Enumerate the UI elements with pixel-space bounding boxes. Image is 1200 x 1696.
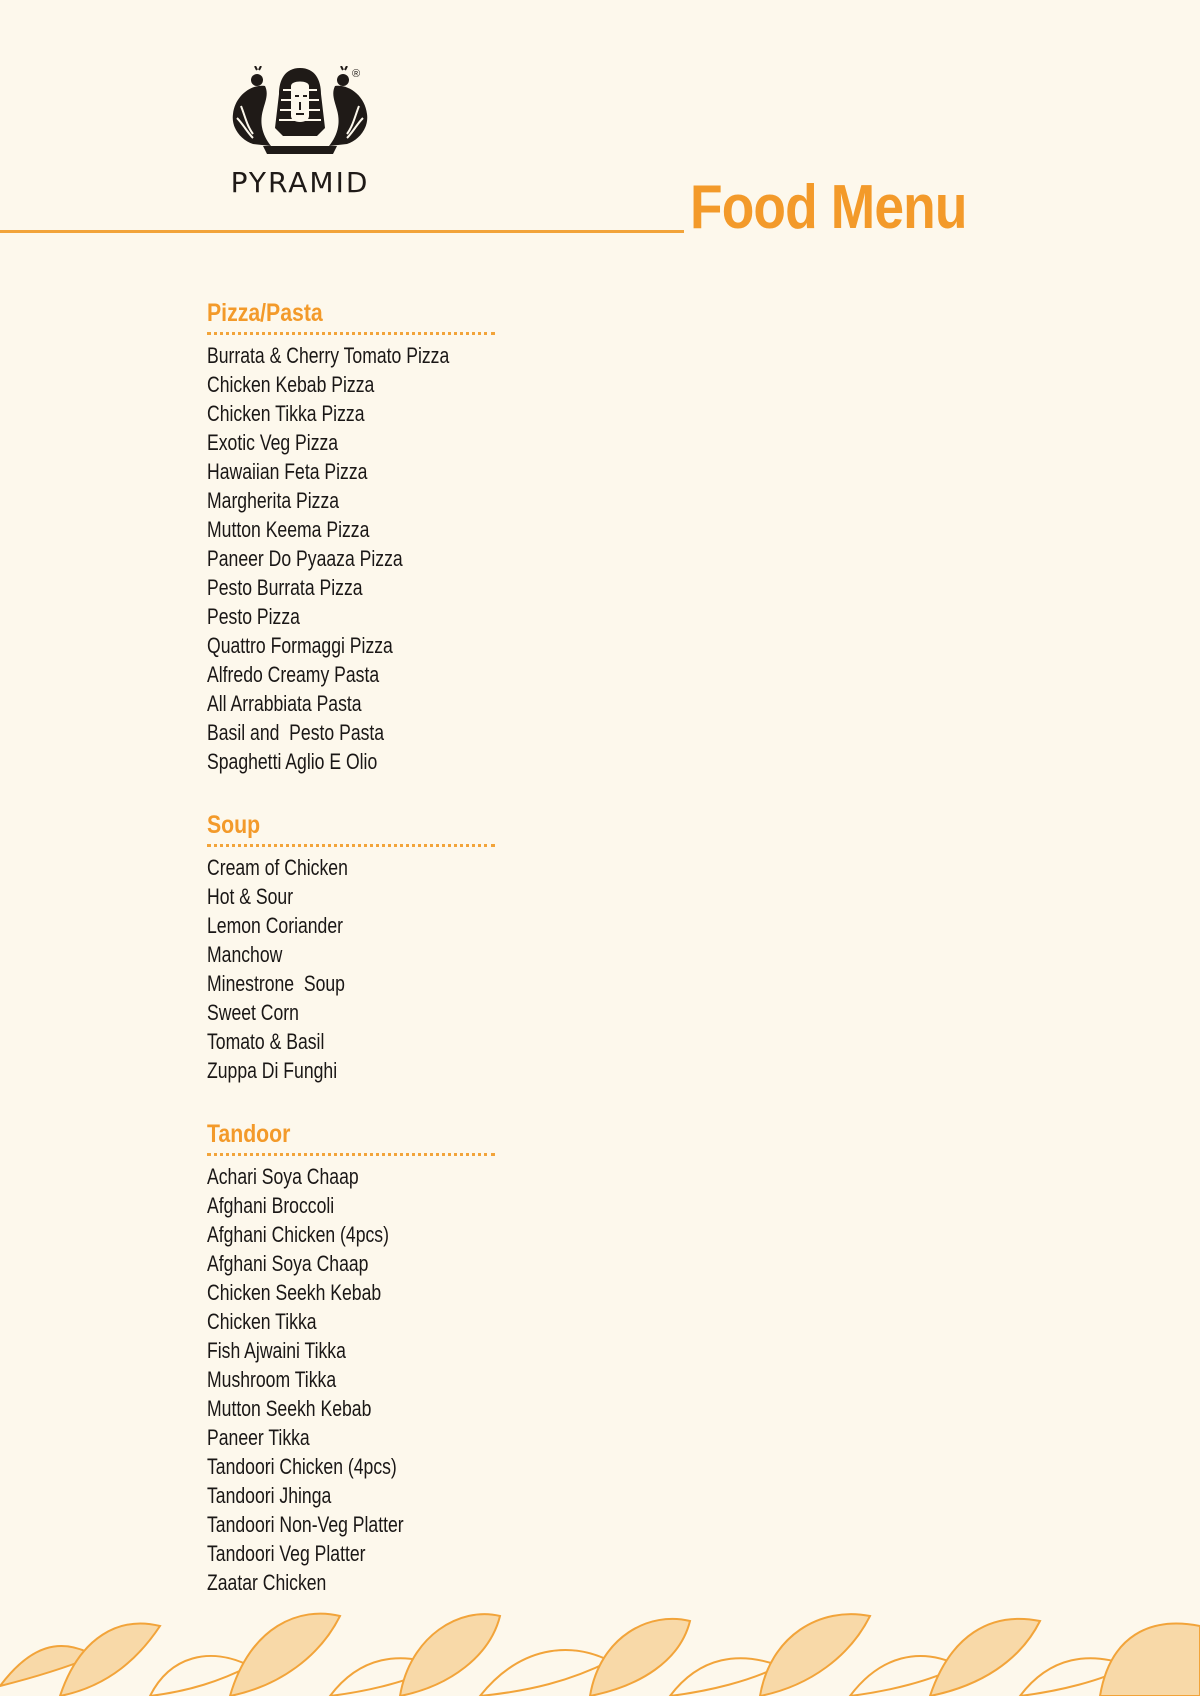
menu-item: Fish Ajwaini Tikka — [207, 1338, 346, 1363]
menu-item: Chicken Seekh Kebab — [207, 1280, 382, 1305]
section-heading: Soup — [207, 811, 261, 839]
menu-item: Mutton Seekh Kebab — [207, 1396, 372, 1421]
section-heading: Pizza/Pasta — [207, 299, 323, 327]
menu-item: Tandoori Jhinga — [207, 1483, 332, 1508]
menu-item: Chicken Kebab Pizza — [207, 372, 375, 397]
menu-item: Paneer Tikka — [207, 1425, 310, 1450]
menu-item: Mushroom Tikka — [207, 1367, 337, 1392]
menu-item: Cream of Chicken — [207, 855, 348, 880]
menu-item: Lemon Coriander — [207, 913, 343, 938]
dotted-divider — [207, 844, 495, 847]
menu-item: Achari Soya Chaap — [207, 1164, 359, 1189]
item-list — [207, 853, 707, 1085]
section-heading: Tandoor — [207, 1120, 291, 1148]
dotted-divider — [207, 1153, 495, 1156]
menu-item: Hawaiian Feta Pizza — [207, 459, 368, 484]
menu-item: Afghani Soya Chaap — [207, 1251, 369, 1276]
menu-item: Chicken Tikka — [207, 1309, 317, 1334]
menu-item: Hot & Sour — [207, 884, 294, 909]
menu-item: Afghani Chicken (4pcs) — [207, 1222, 389, 1247]
menu-item: Tandoori Chicken (4pcs) — [207, 1454, 397, 1479]
menu-item: Exotic Veg Pizza — [207, 430, 339, 455]
header-rule — [0, 230, 684, 233]
menu-item: Mutton Keema Pizza — [207, 517, 370, 542]
menu-item: Tandoori Veg Platter — [207, 1541, 366, 1566]
menu-item: Alfredo Creamy Pasta — [207, 662, 380, 687]
menu-item: Manchow — [207, 942, 283, 967]
menu-item: Margherita Pizza — [207, 488, 340, 513]
brand-name: PYRAMID — [230, 166, 370, 199]
menu-item: Tomato & Basil — [207, 1029, 325, 1054]
menu-content — [207, 296, 707, 1629]
menu-item: Pesto Burrata Pizza — [207, 575, 363, 600]
menu-item: Tandoori Non-Veg Platter — [207, 1512, 404, 1537]
menu-item: Chicken Tikka Pizza — [207, 401, 365, 426]
menu-item: All Arrabbiata Pasta — [207, 691, 362, 716]
brand-logo — [205, 66, 395, 199]
menu-item: Zaatar Chicken — [207, 1570, 327, 1595]
item-list — [207, 1162, 707, 1597]
item-list — [207, 341, 707, 776]
menu-item: Quattro Formaggi Pizza — [207, 633, 393, 658]
menu-item: Basil and Pesto Pasta — [207, 720, 385, 745]
decorative-leaves-border-icon — [0, 1596, 1200, 1696]
menu-section-pizza-pasta — [207, 296, 707, 776]
menu-section-soup — [207, 808, 707, 1085]
menu-item: Burrata & Cherry Tomato Pizza — [207, 343, 450, 368]
page-title: Food Menu — [690, 173, 967, 242]
menu-section-tandoor — [207, 1117, 707, 1597]
menu-item: Sweet Corn — [207, 1000, 299, 1025]
menu-item: Spaghetti Aglio E Olio — [207, 749, 378, 774]
menu-item: Pesto Pizza — [207, 604, 300, 629]
menu-item: Zuppa Di Funghi — [207, 1058, 338, 1083]
menu-item: Afghani Broccoli — [207, 1193, 335, 1218]
menu-item: Paneer Do Pyaaza Pizza — [207, 546, 403, 571]
registered-mark: ® — [352, 68, 361, 80]
dotted-divider — [207, 332, 495, 335]
menu-item: Minestrone Soup — [207, 971, 345, 996]
